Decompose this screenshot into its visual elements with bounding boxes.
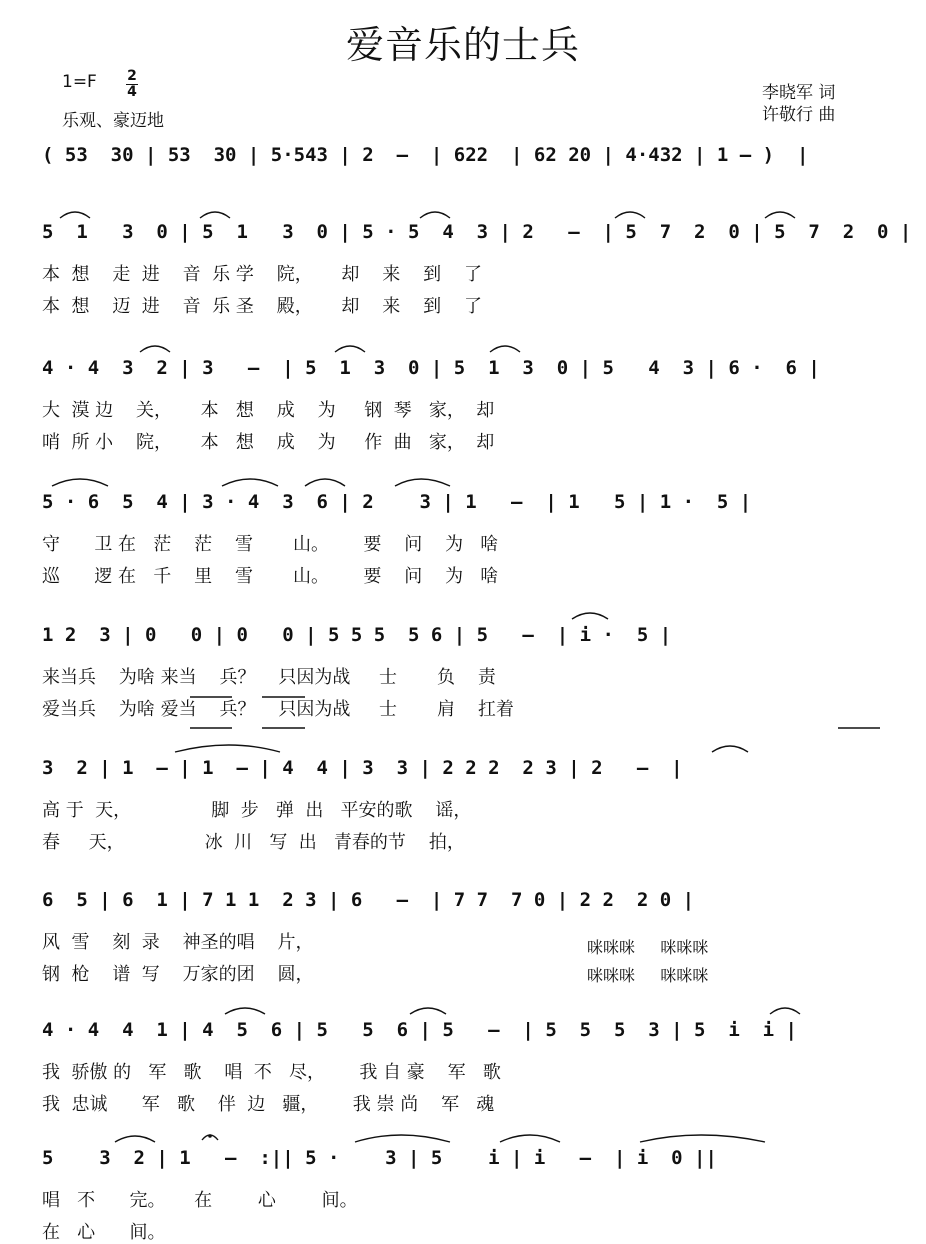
lyric-verse-1: 风 雪 刻 录 神圣的唱 片， [42, 932, 337, 953]
lyric-verse-2-mimi: 咪咪咪 咪咪咪 [587, 966, 709, 985]
notation-line: 5 · 6 5 4 | 3 · 4 3 6 | 2 3 | 1 – | 1 5 | 1 · 5 | [42, 491, 752, 513]
composer-credit: 许敬行 曲 [762, 105, 836, 125]
notation-line: 1 2 3 | 0 0 | 0 0 | 5 5 5 5 6 | 5 – | i · 5 | [42, 624, 672, 646]
lyricist-credit: 李晓军 词 [762, 83, 836, 103]
notation-line: 5 1 3 0 | 5 1 3 0 | 5 · 5 4 3 | 2 – | 5 7 2 0 | 5 7 2 0 | [42, 221, 912, 243]
lyric-verse-2: 爱当兵 为啥 爱当 兵？ 只因为战 士 肩 扛着 [42, 699, 514, 720]
key-signature: 1=F [62, 72, 97, 92]
lyric-verse-1-mimi: 咪咪咪 咪咪咪 [587, 938, 709, 957]
tempo-marking: 乐观、豪迈地 [62, 111, 164, 131]
notation-line: 5 3 2 | 1 – :|| 5 · 3 | 5 i | i – | i 0 || [42, 1147, 717, 1169]
lyric-verse-1: 本 想 走 进 音 乐 学 院， 却 来 到 了 [42, 264, 482, 285]
song-title: 爱音乐的士兵 [345, 23, 580, 67]
lyric-verse-1: 来当兵 为啥 来当 兵？ 只因为战 士 负 责 [42, 667, 496, 688]
lyric-verse-2: 巡 逻 在 千 里 雪 山。 要 问 为 啥 [42, 566, 499, 587]
lyric-verse-1: 守 卫 在 茫 茫 雪 山。 要 问 为 啥 [42, 534, 499, 555]
time-sig-top: 2 [127, 68, 137, 84]
lyric-verse-2: 哨 所 小 院， 本 想 成 为 作 曲 家， 却 [42, 432, 495, 453]
lyric-verse-1: 我 骄傲 的 军 歌 唱 不 尽， 我 自 豪 军 歌 [42, 1062, 501, 1083]
lyric-verse-1: 大 漠 边 关， 本 想 成 为 钢 琴 家， 却 [42, 400, 495, 421]
lyric-verse-2: 钢 枪 谱 写 万家的团 圆， [42, 964, 337, 985]
lyric-verse-2: 我 忠诚 军 歌 伴 边 疆， 我 崇 尚 军 魂 [42, 1094, 495, 1115]
notation-line: 6 5 | 6 1 | 7 1 1 2 3 | 6 – | 7 7 7 0 | 2 2 2 0 | [42, 889, 695, 911]
notation-line: 4 · 4 3 2 | 3 – | 5 1 3 0 | 5 1 3 0 | 5 4 3 | 6 · 6 | [42, 357, 820, 379]
time-signature [126, 70, 138, 99]
lyric-verse-2: 在 心 间。 [42, 1222, 166, 1243]
notation-line: 4 · 4 4 1 | 4 5 6 | 5 5 6 | 5 – | 5 5 5 3 | 5 i i | [42, 1019, 797, 1041]
notation-line: 3 2 | 1 – | 1 – | 4 4 | 3 3 | 2 2 2 2 3 | 2 – | [42, 757, 683, 779]
lyric-verse-2: 本 想 迈 进 音 乐 圣 殿， 却 来 到 了 [42, 296, 482, 317]
lyric-verse-1: 高 于 天， 脚 步 弹 出 平安的歌 谣， [42, 800, 472, 821]
notation-line: ( 53 30 | 53 30 | 5·543 | 2 – | 622 | 62 20 | 4·432 | 1 – ) | [42, 144, 809, 166]
time-sig-bottom: 4 [127, 84, 137, 100]
lyric-verse-2: 春 天， 冰 川 写 出 青春的节 拍， [42, 832, 465, 853]
lyric-verse-1: 唱 不 完。 在 心 间。 [42, 1190, 358, 1211]
